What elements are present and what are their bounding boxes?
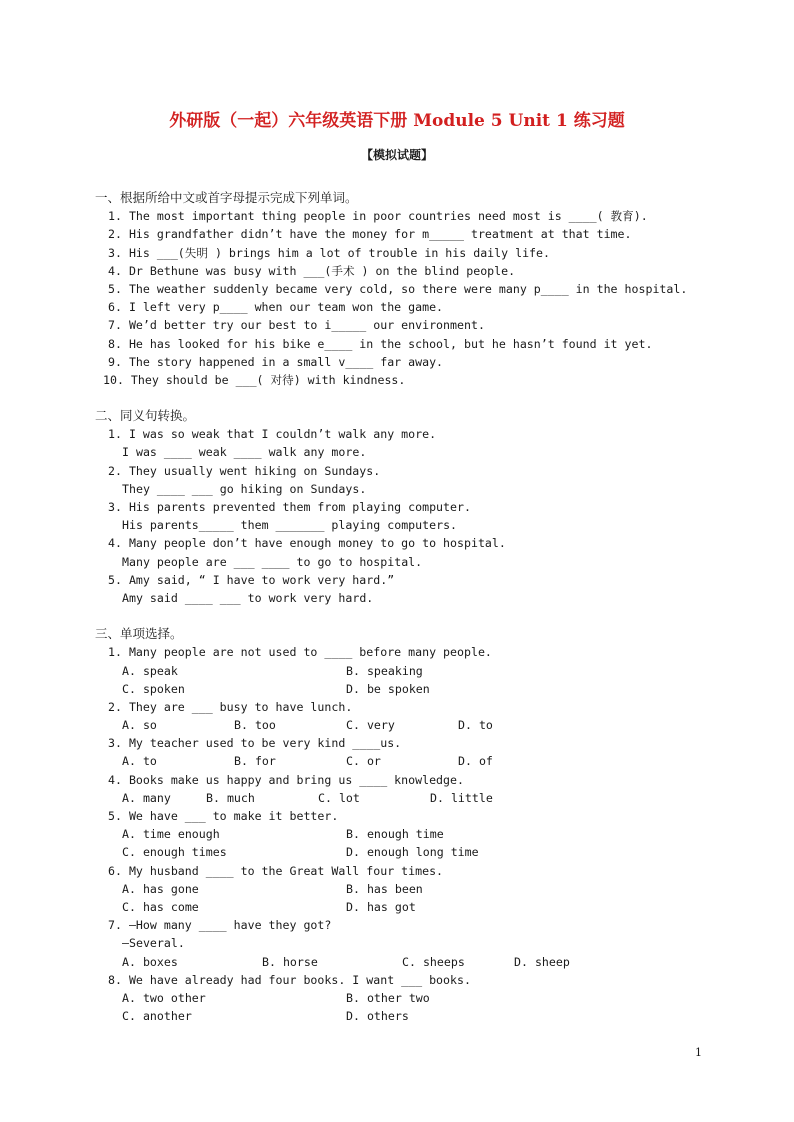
option-row — [95, 843, 735, 861]
question-item: 5. Amy said, “ I have to work very hard.” — [108, 572, 395, 587]
option-b: B. speaking — [346, 663, 423, 678]
option-d: D. little — [430, 790, 493, 805]
option-b: B. other two — [346, 990, 430, 1005]
option-c: C. spoken — [122, 681, 185, 696]
option-b: B. enough time — [346, 827, 444, 842]
question-item: 5. We have ___ to make it better. — [108, 809, 339, 823]
option-row — [95, 680, 735, 698]
option-b: B. has been — [346, 881, 423, 896]
section-vocabulary — [95, 189, 735, 389]
question-item: 2. His grandfather didn’t have the money for m_____ treatment at that time. — [108, 227, 632, 242]
question-item: 7. We’d better try our best to i_____ our environment. — [108, 318, 485, 333]
question-item: 9. The story happened in a small v____ far away. — [108, 354, 444, 369]
option-row — [95, 989, 735, 1007]
option-row — [95, 953, 735, 971]
question-item: 2. They usually went hiking on Sundays. — [108, 463, 381, 478]
question-item: 1. The most important thing people in poor countries need most is ____( 教育). — [108, 209, 648, 224]
option-c: C. another — [122, 1009, 192, 1024]
question-item: 4. Many people don’t have enough money to go to hospital. — [108, 536, 506, 551]
option-c: C. very — [346, 718, 395, 733]
question-item: 8. He has looked for his bike e____ in the school, but he hasn’t found it yet. — [108, 336, 653, 351]
option-d: D. of — [458, 754, 493, 769]
option-b: B. much — [206, 790, 255, 805]
question-item: 7. —How many ____ have they got? — [108, 918, 332, 933]
option-row — [95, 752, 735, 770]
question-item: 1. Many people are not used to ____ before many people. — [108, 645, 492, 660]
section-heading: 一、根据所给中文或首字母提示完成下列单词。 — [95, 190, 358, 205]
option-d: D. sheep — [514, 954, 570, 969]
question-item: 4. Books make us happy and bring us ____ knowledge. — [108, 772, 464, 787]
option-row — [95, 662, 735, 680]
option-a: A. two other — [122, 990, 206, 1005]
section-sentence-transform — [95, 407, 735, 607]
option-a: A. time enough — [122, 827, 220, 842]
option-c: C. has come — [122, 899, 199, 914]
option-d: D. has got — [346, 899, 416, 914]
option-a: A. so — [122, 718, 157, 733]
option-b: B. for — [234, 754, 276, 769]
question-item: 6. I left very p____ when our team won the game. — [108, 300, 444, 315]
option-c: C. sheeps — [402, 954, 465, 969]
page-title: 外研版（一起）六年级英语下册 Module 5 Unit 1 练习题 — [169, 111, 625, 131]
option-row — [95, 1007, 735, 1025]
answer-line: Many people are ___ ____ to go to hospital. — [122, 554, 423, 569]
option-d: D. be spoken — [346, 681, 430, 696]
option-d: D. enough long time — [346, 845, 479, 860]
option-a: A. to — [122, 754, 157, 769]
option-c: C. or — [346, 754, 381, 769]
option-row — [95, 716, 735, 734]
question-dialog-line: —Several. — [122, 936, 185, 951]
question-item: 2. They are ___ busy to have lunch. — [108, 699, 353, 714]
question-item: 6. My husband ____ to the Great Wall four times. — [108, 863, 444, 878]
answer-line: They ____ ___ go hiking on Sundays. — [122, 481, 367, 496]
section-heading: 三、单项选择。 — [95, 626, 183, 642]
option-b: B. too — [234, 718, 276, 733]
question-item: 3. His parents prevented them from playing computer. — [108, 500, 471, 514]
option-a: A. speak — [122, 663, 178, 678]
question-item: 4. Dr Bethune was busy with ___(手术 ) on the blind people. — [108, 263, 516, 278]
option-row — [95, 789, 735, 807]
page-number: 1 — [695, 1046, 702, 1059]
question-item: 3. My teacher used to be very kind ____us. — [108, 736, 402, 751]
option-d: D. to — [458, 718, 493, 733]
question-item: 8. We have already had four books. I want ___ books. — [108, 972, 471, 987]
option-row — [95, 880, 735, 898]
option-row — [95, 825, 735, 843]
option-a: A. many — [122, 790, 171, 805]
option-c: C. enough times — [122, 845, 227, 860]
answer-line: Amy said ____ ___ to work very hard. — [122, 590, 374, 605]
option-a: A. has gone — [122, 881, 199, 896]
question-item: 5. The weather suddenly became very cold, so there were many p____ in the hospital. — [108, 281, 688, 296]
option-b: B. horse — [262, 954, 318, 969]
section-heading: 二、同义句转换。 — [95, 408, 196, 424]
option-c: C. lot — [318, 790, 360, 805]
question-item: 10. They should be ___( 对待) with kindness. — [103, 372, 406, 387]
exercise-content — [95, 189, 735, 1025]
option-a: A. boxes — [122, 954, 178, 969]
question-item: 1. I was so weak that I couldn’t walk any more. — [108, 427, 437, 442]
option-row — [95, 898, 735, 916]
answer-line: I was ____ weak ____ walk any more. — [122, 445, 367, 460]
option-d: D. others — [346, 1009, 409, 1024]
section-multiple-choice — [95, 625, 735, 1025]
answer-line: His parents_____ them _______ playing computers. — [122, 518, 458, 533]
question-item: 3. His ___(失明 ) brings him a lot of trouble in his daily life. — [108, 245, 550, 260]
page-subtitle: 【模拟试题】 — [360, 148, 433, 162]
